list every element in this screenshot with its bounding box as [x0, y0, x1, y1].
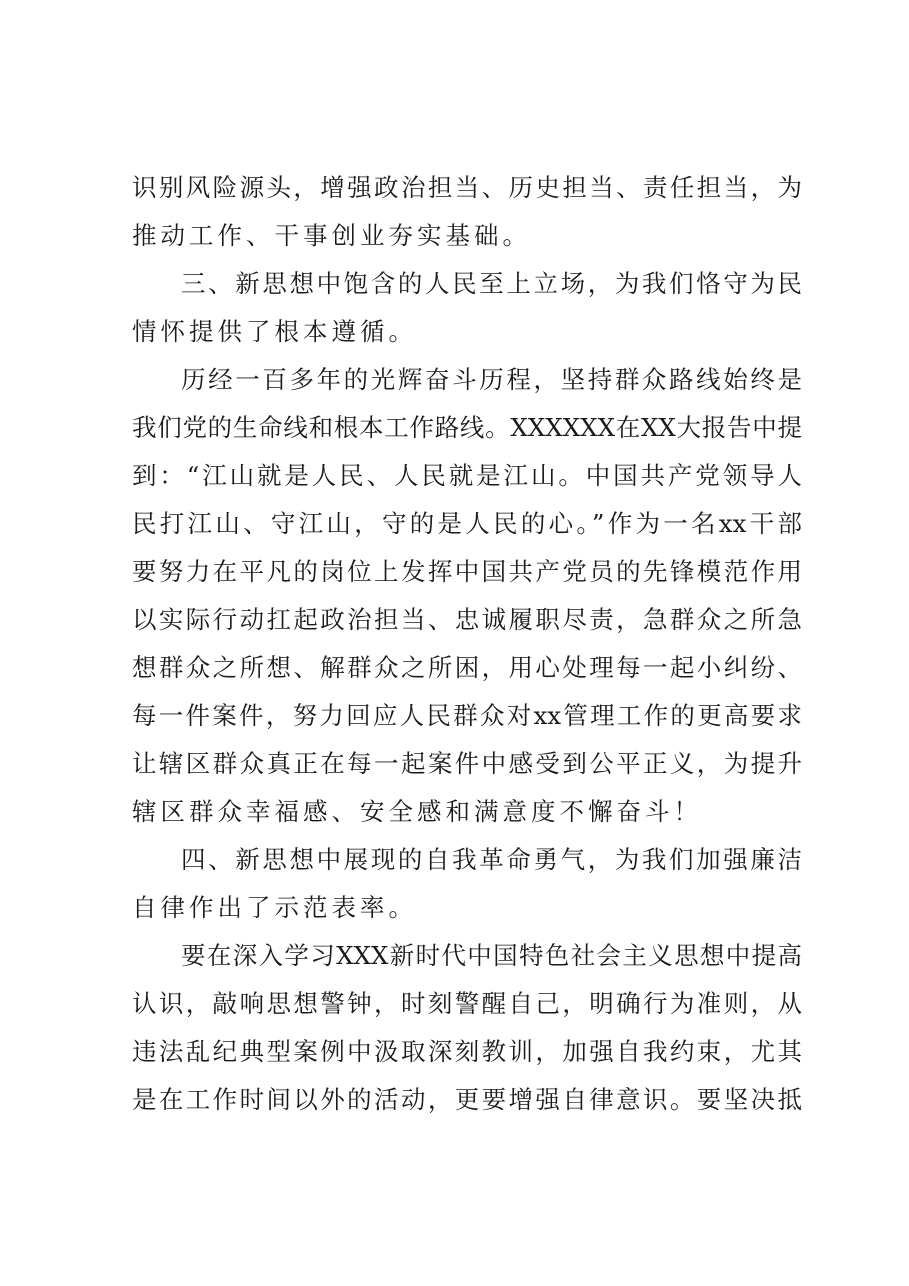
section-heading-3 — [132, 260, 802, 356]
text-line: 识别风险源头，增强政治担当、历史担当、责任担当，为 — [132, 173, 802, 202]
text-line: 要在深入学习XXX新时代中国特色社会主义思想中提高 — [181, 941, 802, 970]
text-line: 违法乱纪典型案例中汲取深刻教训，加强自我约束，尤其 — [132, 1037, 802, 1066]
text-line: 每一件案件，努力回应人民群众对xx管理工作的更高要求 — [132, 701, 802, 730]
text-line: 让辖区群众真正在每一起案件中感受到公平正义，为提升 — [132, 749, 802, 778]
text-line: 到：“江山就是人民、人民就是江山。中国共产党领导人 — [132, 461, 802, 490]
text-line: 辖区群众幸福感、安全感和满意度不懈奋斗！ — [132, 797, 702, 826]
text-line: 情怀提供了根本遵循。 — [132, 317, 417, 346]
text-line: 以实际行动扛起政治担当、忠诚履职尽责，急群众之所急 — [132, 605, 802, 634]
section-heading-4 — [132, 836, 802, 932]
document-body — [132, 164, 802, 1124]
paragraph-p5 — [132, 932, 802, 1124]
text-line: 认识，敲响思想警钟，时刻警醒自己，明确行为准则，从 — [132, 989, 802, 1018]
text-line: 我们党的生命线和根本工作路线。XXXXXX在XX大报告中提 — [132, 413, 802, 442]
text-line: 自律作出了示范表率。 — [132, 893, 417, 922]
text-line: 四、新思想中展现的自我革命勇气，为我们加强廉洁 — [181, 845, 802, 874]
text-line: 历经一百多年的光辉奋斗历程，坚持群众路线始终是 — [181, 365, 802, 394]
text-line: 三、新思想中饱含的人民至上立场，为我们恪守为民 — [181, 269, 802, 298]
paragraph-p3 — [132, 356, 802, 836]
text-line: 想群众之所想、解群众之所困，用心处理每一起小纠纷、 — [132, 653, 802, 682]
text-line: 要努力在平凡的岗位上发挥中国共产党员的先锋模范作用 — [132, 557, 802, 586]
text-line: 民打江山、守江山，守的是人民的心。”作为一名xx干部 — [132, 509, 802, 538]
text-line: 推动工作、干事创业夯实基础。 — [132, 221, 531, 250]
text-line: 是在工作时间以外的活动，更要增强自律意识。要坚决抵 — [132, 1085, 802, 1114]
paragraph-p1 — [132, 164, 802, 260]
